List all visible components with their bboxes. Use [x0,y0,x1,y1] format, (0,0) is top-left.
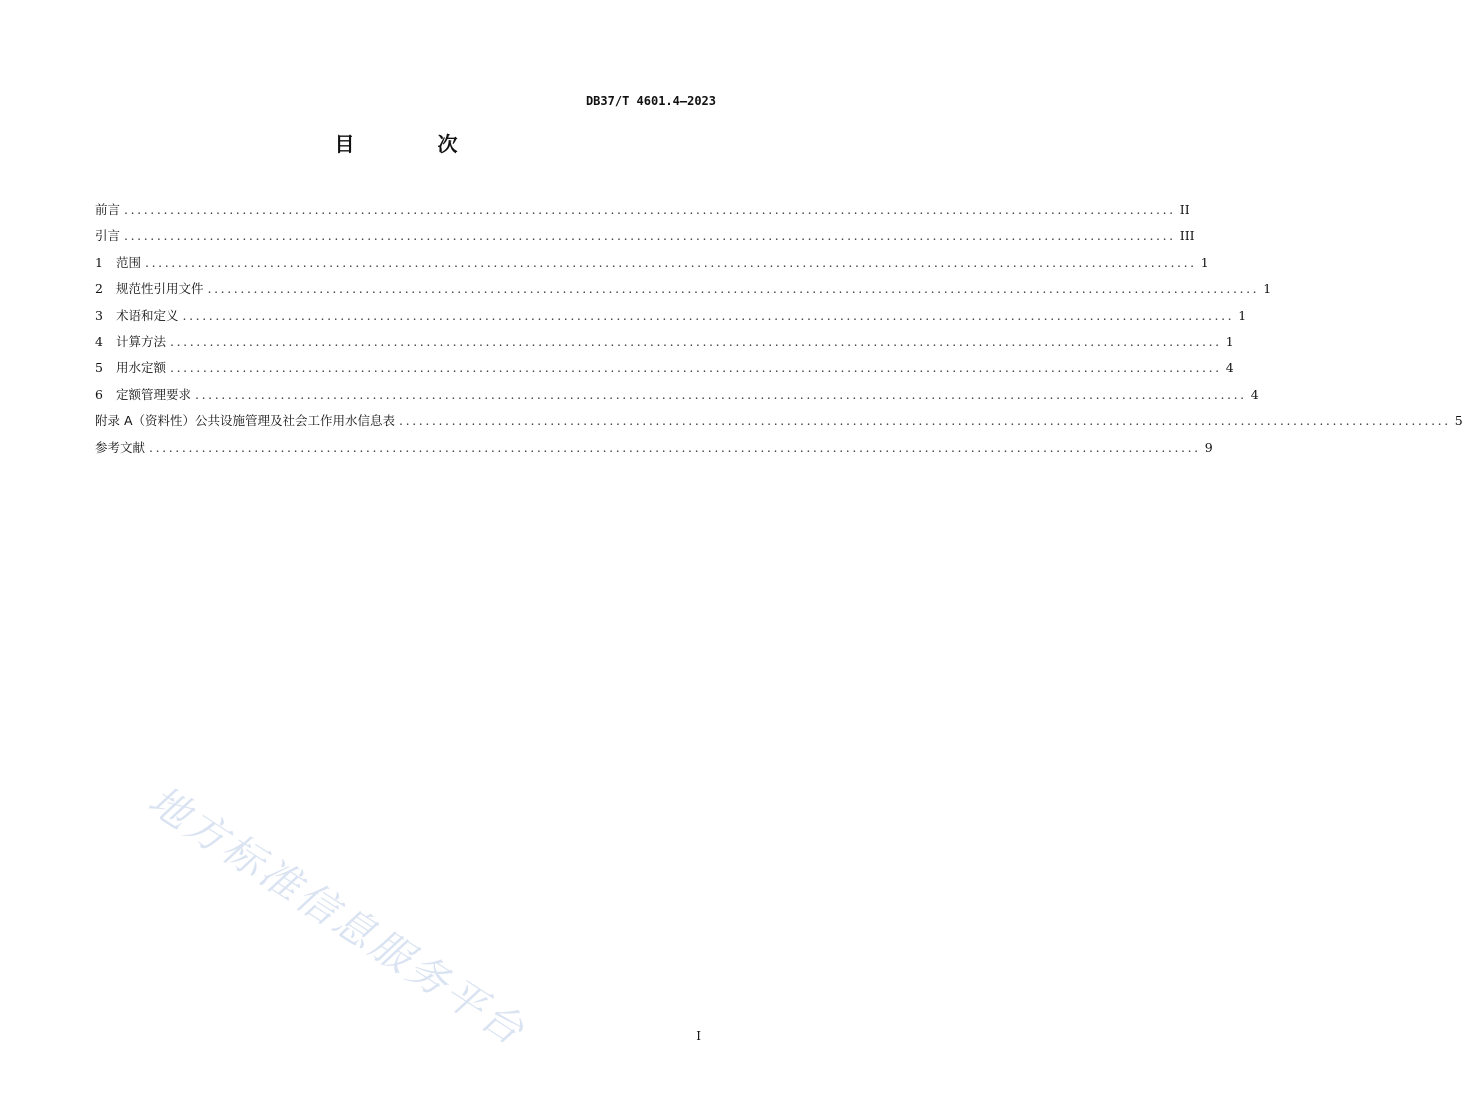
toc-section-number: 6 [95,386,103,402]
toc-list [95,200,1463,464]
toc-entry-foreword[interactable] [95,200,1190,226]
toc-dot-leader: ................................................................................................................................................................ [170,333,1222,349]
toc-entry-text: 规范性引用文件 [116,281,204,297]
toc-entry-normative-references[interactable] [95,279,1272,305]
toc-title: 目 次 [334,132,496,156]
toc-section-number: 1 [95,254,103,270]
toc-dot-leader: ................................................................................................................................................................ [207,281,1260,297]
toc-entry-terms-definitions[interactable] [95,306,1247,332]
toc-page-number: III [1179,228,1195,244]
document-code: DB37/T 4601.4—2023 [585,94,716,108]
toc-page-number: 5 [1454,413,1463,429]
toc-entry-text: 范围 [116,254,142,270]
toc-section-number: 4 [95,333,103,349]
toc-page-number: 1 [1238,307,1247,323]
toc-dot-leader: ................................................................................................................................................................ [124,228,1176,244]
toc-section-number: 5 [95,360,103,376]
toc-page-number: 1 [1225,333,1234,349]
toc-dot-leader: ................................................................................................................................................................ [182,307,1235,323]
toc-entry-text: 术语和定义 [116,307,179,323]
toc-dot-leader: ................................................................................................................................................................ [170,360,1222,376]
toc-section-number: 3 [95,307,103,323]
toc-page-number: 9 [1204,439,1213,455]
toc-entry-text: 定额管理要求 [116,386,192,402]
toc-entry-introduction[interactable] [95,226,1195,252]
toc-dot-leader: ................................................................................................................................................................ [195,386,1247,402]
toc-appendix-title: 公共设施管理及社会工作用水信息表 [195,413,396,429]
toc-page-number: 1 [1200,254,1209,270]
toc-dot-leader: ................................................................................................................................................................ [149,439,1201,455]
watermark: 地方标准信息服务平台 [140,777,535,1056]
toc-entry-scope[interactable] [95,253,1209,279]
toc-entry-text: 参考文献 [95,439,146,455]
toc-entry-quota-management[interactable] [95,385,1259,411]
toc-page-number: 4 [1250,386,1259,402]
toc-page-number: 1 [1263,281,1272,297]
toc-section-number: 2 [95,281,103,297]
toc-dot-leader: ................................................................................................................................................................ [145,254,1197,270]
toc-entry-text: 计算方法 [116,333,167,349]
toc-entry-calculation-method[interactable] [95,332,1234,358]
toc-entry-text: 前言 [95,202,121,217]
toc-dot-leader: ................................................................................................................................................................ [399,413,1451,429]
toc-entry-text: 用水定额 [116,360,167,376]
toc-entry-water-quota[interactable] [95,358,1234,384]
toc-appendix-label: 附录 A（资料性） [95,413,196,429]
toc-page-number: 4 [1225,360,1234,376]
toc-page-number: II [1179,202,1190,217]
page-number: I [696,1029,701,1043]
toc-entry-bibliography[interactable] [95,438,1213,464]
toc-entry-appendix-a[interactable] [95,411,1463,437]
toc-dot-leader: ................................................................................................................................................................ [124,202,1176,217]
toc-entry-text: 引言 [95,228,121,244]
